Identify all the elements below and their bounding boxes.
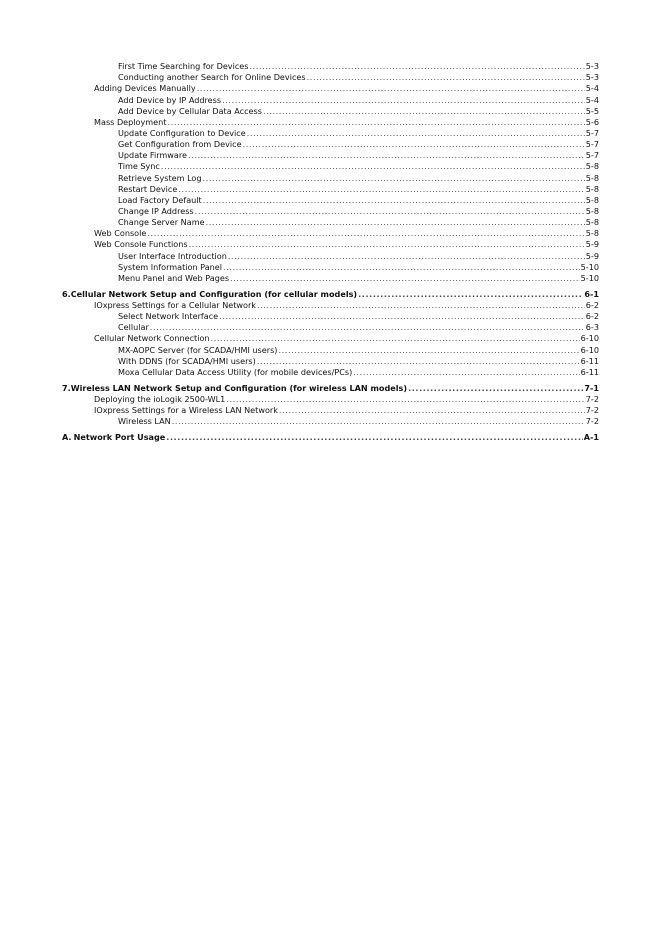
toc-page-number: 5-7 [585,139,599,150]
toc-page-number: 5-8 [585,183,599,194]
table-of-contents [0,61,662,443]
toc-entry[interactable] [0,344,599,355]
toc-entry-title: Deploying the ioLogik 2500-WL1 [94,393,226,404]
toc-chapter-entry[interactable] [0,382,599,394]
toc-page-number: 5-3 [585,61,599,72]
toc-entry-title: Restart Device [118,183,178,194]
toc-dot-leader [161,161,585,172]
toc-entry[interactable] [0,139,599,150]
toc-entry-title: System Information Panel [118,261,223,272]
toc-entry[interactable] [0,311,599,322]
toc-entry-title: Web Console [94,228,147,239]
toc-page-number: 5-4 [585,94,599,105]
toc-page-number: 5-7 [585,127,599,138]
toc-dot-leader [211,333,580,344]
toc-entry[interactable] [0,217,599,228]
toc-entry-title: Network Port Usage [73,432,166,443]
toc-page-number: 5-9 [585,250,599,261]
toc-dot-leader [278,345,579,356]
toc-dot-leader [172,416,585,427]
toc-page-number: 5-4 [585,83,599,94]
toc-entry-title: Menu Panel and Web Pages [118,272,230,283]
toc-dot-leader [219,311,585,322]
toc-entry[interactable] [0,394,599,405]
toc-entry[interactable] [0,161,599,172]
toc-page-number: 5-5 [585,105,599,116]
toc-entry[interactable] [0,333,599,344]
toc-page-number: 5-10 [580,272,599,283]
toc-page-number: 5-8 [585,194,599,205]
toc-chapter-entry[interactable] [0,431,599,443]
toc-dot-leader [279,405,585,416]
toc-page-number: 6-2 [585,311,599,322]
toc-entry-title: With DDNS (for SCADA/HMI users) [118,355,256,366]
toc-page-number: 7-1 [584,382,599,393]
toc-entry[interactable] [0,367,599,378]
toc-dot-leader [249,61,584,72]
toc-entry[interactable] [0,72,599,83]
toc-entry-title: First Time Searching for Devices [118,61,249,72]
toc-page-number: 6-10 [580,344,599,355]
toc-entry[interactable] [0,172,599,183]
toc-chapter-number: 6. [62,288,71,299]
toc-dot-leader [353,367,579,378]
toc-dot-leader [358,289,583,300]
toc-entry[interactable] [0,206,599,217]
toc-page-number: 5-7 [585,150,599,161]
toc-page-number: 6-11 [580,366,599,377]
toc-entry[interactable] [0,150,599,161]
toc-entry-title: Conducting another Search for Online Devices [118,72,306,83]
toc-entry-title: Moxa Cellular Data Access Utility (for mobile devices/PCs) [118,366,353,377]
toc-dot-leader [223,262,580,273]
toc-entry-title: Wireless LAN [118,416,171,427]
toc-dot-leader [307,72,585,83]
toc-dot-leader [166,432,582,443]
toc-entry-title: Adding Devices Manually [94,83,196,94]
toc-page-number: 5-8 [585,161,599,172]
toc-dot-leader [147,228,584,239]
toc-page-number: 6-2 [585,299,599,310]
toc-entry-title: Web Console Functions [94,239,188,250]
toc-entry-title: Add Device by IP Address [118,94,222,105]
toc-dot-leader [206,217,585,228]
toc-dot-leader [178,184,584,195]
toc-page-number: 5-8 [585,217,599,228]
toc-entry[interactable] [0,61,599,72]
toc-entry[interactable] [0,106,599,117]
toc-entry[interactable] [0,262,599,273]
toc-entry-title: MX-AOPC Server (for SCADA/HMI users) [118,344,278,355]
toc-page-number: 5-6 [585,116,599,127]
toc-entry-title: Time Sync [118,161,160,172]
toc-entry-title: IOxpress Settings for a Cellular Network [94,299,256,310]
toc-dot-leader [203,195,585,206]
toc-entry-title: Select Network Interface [118,311,219,322]
toc-chapter-number: A. [62,432,72,443]
toc-entry-title: Cellular [118,322,149,333]
toc-page-number: 6-10 [580,333,599,344]
toc-entry[interactable] [0,117,599,128]
toc-entry-title: Cellular Network Connection [94,333,210,344]
toc-page-number: 5-10 [580,261,599,272]
toc-page-number: 5-9 [585,239,599,250]
toc-entry[interactable] [0,228,599,239]
toc-page-number: 5-8 [585,172,599,183]
toc-page-number: 7-2 [585,416,599,427]
toc-entry[interactable] [0,416,599,427]
toc-entry[interactable] [0,356,599,367]
toc-page-number: 7-2 [585,393,599,404]
toc-entry[interactable] [0,184,599,195]
toc-dot-leader [226,394,584,405]
toc-dot-leader [257,356,580,367]
toc-entry-title: IOxpress Settings for a Wireless LAN Network [94,405,278,416]
toc-entry[interactable] [0,239,599,250]
toc-entry-title: Cellular Network Setup and Configuration (for cellular models) [70,288,358,299]
toc-entry-title: Get Configuration from Device [118,139,242,150]
toc-entry[interactable] [0,273,599,284]
toc-dot-leader [167,117,584,128]
toc-dot-leader [243,139,585,150]
toc-page-number: 5-8 [585,205,599,216]
toc-dot-leader [222,95,585,106]
toc-entry-title: Retrieve System Log [118,172,202,183]
toc-entry-title: User Interface Introduction [118,250,227,261]
toc-entry-title: Add Device by Cellular Data Access [118,105,262,116]
toc-entry[interactable] [0,405,599,416]
toc-entry-title: Load Factory Default [118,194,202,205]
toc-dot-leader [150,322,585,333]
toc-dot-leader [195,206,585,217]
toc-page-number: 6-3 [585,322,599,333]
toc-entry-title: Change Server Name [118,217,205,228]
toc-dot-leader [247,128,585,139]
toc-entry-title: Change IP Address [118,205,194,216]
toc-dot-leader [189,239,585,250]
toc-entry[interactable] [0,128,599,139]
toc-page-number: 6-1 [584,288,599,299]
toc-dot-leader [257,300,585,311]
toc-dot-leader [230,273,580,284]
toc-chapter-entry[interactable] [0,288,599,300]
toc-page-number: A-1 [583,432,599,443]
toc-entry-title: Mass Deployment [94,116,167,127]
toc-dot-leader [197,83,585,94]
toc-entry[interactable] [0,322,599,333]
toc-entry[interactable] [0,250,599,261]
toc-chapter-number: 7. [62,382,71,393]
toc-entry-title: Wireless LAN Network Setup and Configuration (for wireless LAN models) [70,382,408,393]
toc-dot-leader [408,383,583,394]
toc-entry-title: Update Configuration to Device [118,127,246,138]
toc-page-number: 5-8 [585,228,599,239]
toc-entry[interactable] [0,195,599,206]
toc-page-number: 7-2 [585,405,599,416]
toc-entry-title: Update Firmware [118,150,187,161]
toc-dot-leader [263,106,585,117]
toc-entry[interactable] [0,94,599,105]
toc-page-number: 5-3 [585,72,599,83]
toc-page-number: 6-11 [580,355,599,366]
toc-dot-leader [203,173,585,184]
toc-entry[interactable] [0,83,599,94]
toc-entry[interactable] [0,300,599,311]
toc-dot-leader [188,150,585,161]
toc-dot-leader [228,251,585,262]
